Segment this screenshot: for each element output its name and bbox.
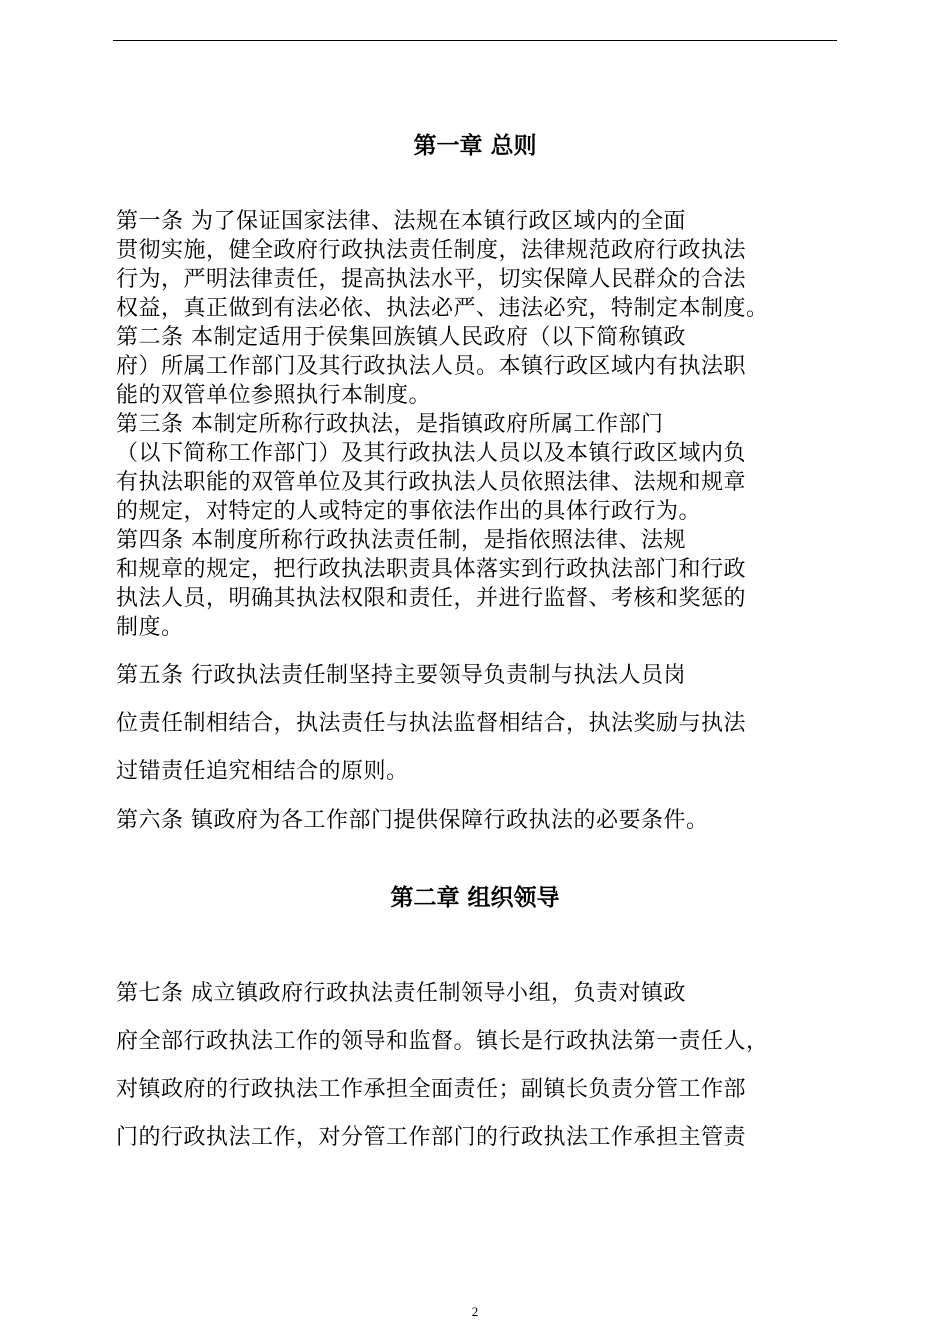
text-line: 第三条 本制定所称行政执法，是指镇政府所属工作部门 xyxy=(116,412,664,437)
text-line: 第七条 成立镇政府行政执法责任制领导小组，负责对镇政 xyxy=(116,981,686,1006)
text-line: 第四条 本制度所称行政执法责任制，是指依照法律、法规 xyxy=(116,528,686,553)
text-line: 第五条 行政执法责任制坚持主要领导负责制与执法人员岗 xyxy=(116,663,686,688)
article-7 xyxy=(116,970,840,1162)
text-line: （以下简称工作部门）及其行政执法人员以及本镇行政区域内负 xyxy=(116,441,747,466)
text-line: 第六条 镇政府为各工作部门提供保障行政执法的必要条件。 xyxy=(116,808,709,833)
text-line: 门的行政执法工作，对分管工作部门的行政执法工作承担主管责 xyxy=(116,1125,747,1150)
article-5 xyxy=(116,652,840,796)
text-line: 对镇政府的行政执法工作承担全面责任；副镇长负责分管工作部 xyxy=(116,1077,747,1102)
text-line: 能的双管单位参照执行本制度。 xyxy=(116,383,432,408)
text-line: 权益，真正做到有法必依、执法必严、违法必究，特制定本制度。 xyxy=(116,296,769,321)
text-line: 过错责任追究相结合的原则。 xyxy=(116,759,409,784)
text-line: 的规定，对特定的人或特定的事依法作出的具体行政行为。 xyxy=(116,499,702,524)
text-line: 府）所属工作部门及其行政执法人员。本镇行政区域内有执法职 xyxy=(116,354,747,379)
article-3 xyxy=(116,410,840,526)
text-line: 第一条 为了保证国家法律、法规在本镇行政区域内的全面 xyxy=(116,209,686,234)
text-line: 贯彻实施，健全政府行政执法责任制度，法律规范政府行政执法 xyxy=(116,238,747,263)
page-number: 2 xyxy=(471,1304,479,1319)
text-line: 位责任制相结合，执法责任与执法监督相结合，执法奖励与执法 xyxy=(116,711,747,736)
text-line: 和规章的规定，把行政执法职责具体落实到行政执法部门和行政 xyxy=(116,557,747,582)
text-line: 府全部行政执法工作的领导和监督。镇长是行政执法第一责任人， xyxy=(116,1029,769,1054)
text-line: 执法人员，明确其执法权限和责任，并进行监督、考核和奖惩的 xyxy=(116,586,747,611)
text-line: 制度。 xyxy=(116,615,184,640)
text-line: 有执法职能的双管单位及其行政执法人员依照法律、法规和规章 xyxy=(116,470,747,495)
article-4 xyxy=(116,526,840,642)
article-1 xyxy=(116,207,840,323)
header-rule xyxy=(113,40,837,41)
chapter-2-heading: 第二章 组织领导 xyxy=(390,885,560,911)
article-6 xyxy=(116,797,840,845)
chapter-1-heading: 第一章 总则 xyxy=(413,133,537,159)
text-line: 第二条 本制定适用于侯集回族镇人民政府（以下简称镇政 xyxy=(116,325,686,350)
article-2 xyxy=(116,323,840,410)
text-line: 行为，严明法律责任，提高执法水平，切实保障人民群众的合法 xyxy=(116,267,747,292)
